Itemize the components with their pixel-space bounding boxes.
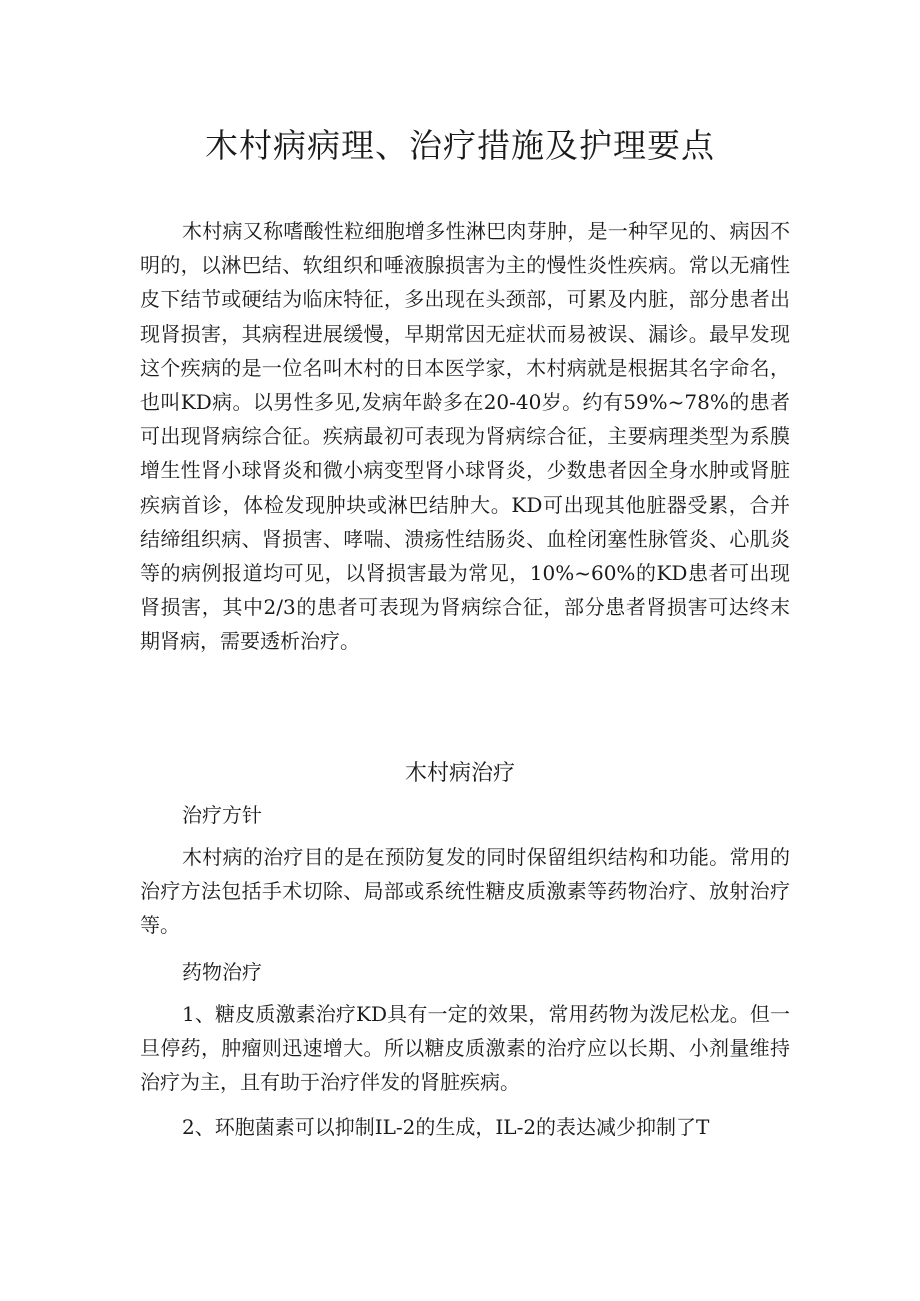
principle-paragraph: 木村病的治疗目的是在预防复发的同时保留组织结构和功能。常用的治疗方法包括手术切除、局部或系统性糖皮质激素等药物治疗、放射治疗等。 bbox=[140, 845, 790, 938]
drug-therapy-subheading: 药物治疗 bbox=[182, 960, 262, 984]
treatment-section-heading: 木村病治疗 bbox=[404, 761, 515, 786]
principle-subheading: 治疗方针 bbox=[182, 803, 262, 827]
intro-paragraph: 木村病又称嗜酸性粒细胞增多性淋巴肉芽肿，是一种罕见的、病因不明的，以淋巴结、软组织和唾液腺损害为主的慢性炎性疾病。常以无痛性皮下结节或硬结为临床特征，多出现在头颈部，可累及内脏，部分患者出现肾损害，其病程进展缓慢，早期常因无症状而易被误、漏诊。最早发现这个疾病的是一位名叫木村的日本医学家，木村病就是根据其名字命名，也叫KD病。以男性多见,发病年龄多在20-40岁。约有59%~78%的患者可出现肾病综合征。疾病最初可表现为肾病综合征，主要病理类型为系膜增生性肾小球肾炎和微小病变型肾小球肾炎，少数患者因全身水肿或肾脏疾病首诊，体检发现肿块或淋巴结肿大。KD可出现其他脏器受累，合并结缔组织病、肾损害、哮喘、溃疡性结肠炎、血栓闭塞性脉管炎、心肌炎等的病例报道均可见，以肾损害最为常见，10%~60%的KD患者可出现肾损害，其中2/3的患者可表现为肾病综合征，部分患者肾损害可达终末期肾病，需要透析治疗。 bbox=[140, 219, 790, 654]
document-title: 木村病病理、治疗措施及护理要点 bbox=[205, 126, 715, 165]
drug-item-1: 1、糖皮质激素治疗KD具有一定的效果，常用药物为泼尼松龙。但一旦停药，肿瘤则迅速增大。所以糖皮质激素的治疗应以长期、小剂量维持治疗为主，且有助于治疗伴发的肾脏疾病。 bbox=[140, 1002, 790, 1095]
drug-item-2: 2、环胞菌素可以抑制IL-2的生成，IL-2的表达减少抑制了T bbox=[182, 1115, 710, 1139]
